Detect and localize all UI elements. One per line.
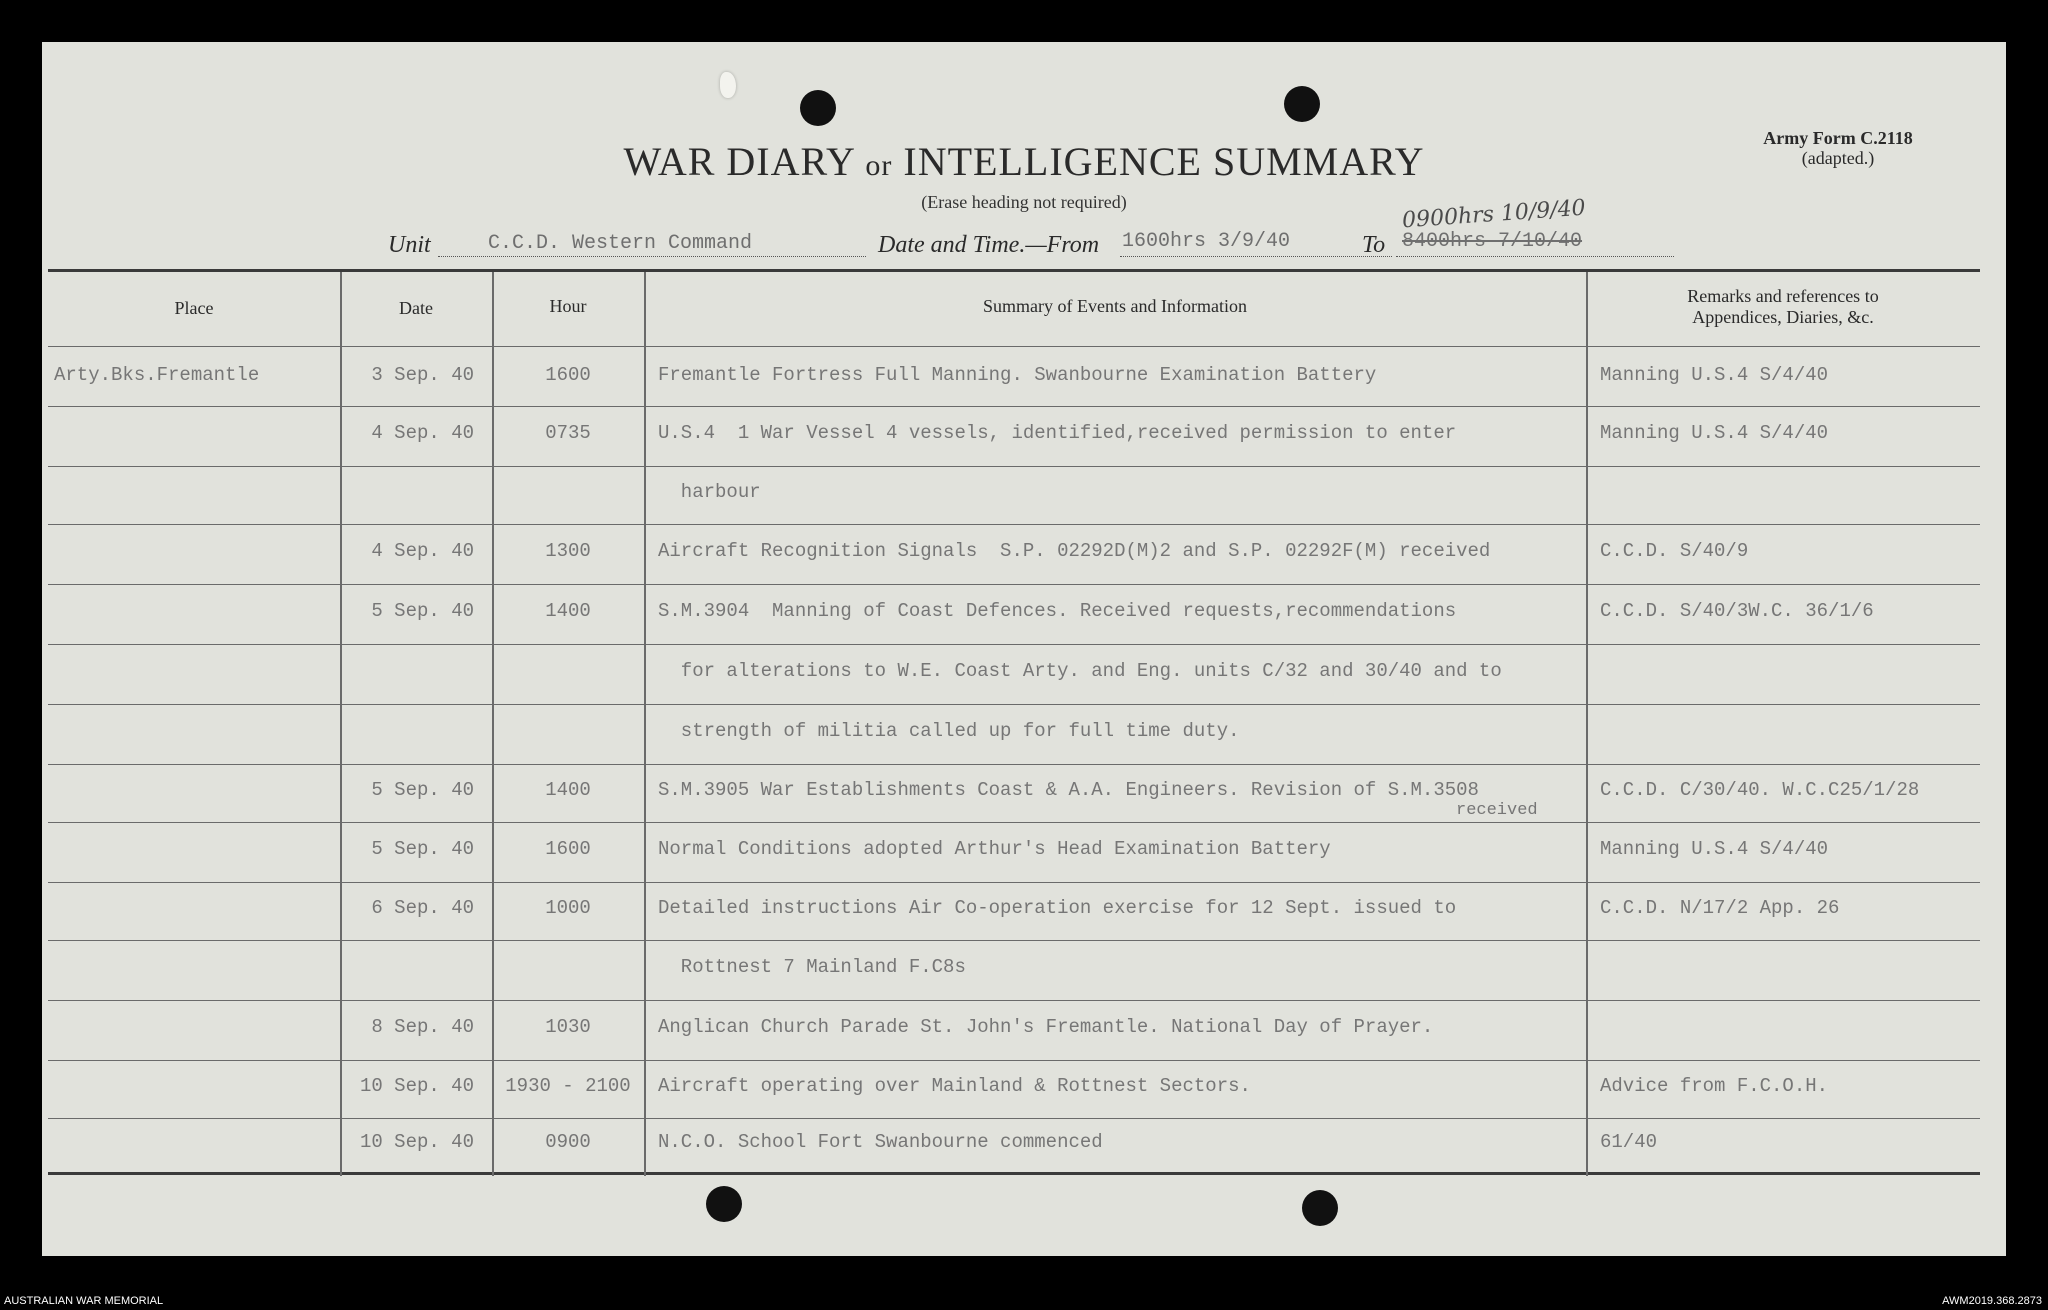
cell-summary: Anglican Church Parade St. John's Fremantle. National Day of Prayer. bbox=[658, 1016, 1434, 1038]
cell-remarks: C.C.D. S/40/3W.C. 36/1/6 bbox=[1600, 600, 1874, 622]
row-divider bbox=[48, 704, 1980, 705]
paper-tear-mark bbox=[720, 72, 736, 98]
header-bottom-border bbox=[48, 346, 1980, 347]
cell-remarks: Manning U.S.4 S/4/40 bbox=[1600, 422, 1829, 444]
army-form-number: Army Form C.2118 bbox=[1763, 128, 1913, 148]
to-value-handwritten: 0900hrs 10/9/40 bbox=[1401, 195, 1587, 234]
cell-hour: 1300 bbox=[545, 540, 591, 562]
cell-hour: 1400 bbox=[545, 600, 591, 622]
cell-summary: N.C.O. School Fort Swanbourne commenced bbox=[658, 1131, 1103, 1153]
cell-summary: Aircraft operating over Mainland & Rottnest Sectors. bbox=[658, 1075, 1251, 1097]
cell-date: 5 Sep. 40 bbox=[371, 779, 474, 801]
cell-summary: Rottnest 7 Mainland F.C8s bbox=[658, 956, 966, 978]
cell-date: 10 Sep. 40 bbox=[359, 1075, 474, 1097]
cell-summary: S.M.3905 War Establishments Coast & A.A. Engineers. Revision of S.M.3508 bbox=[658, 779, 1479, 801]
form-subtitle: (Erase heading not required) bbox=[921, 192, 1127, 212]
column-divider bbox=[1586, 272, 1588, 1176]
from-value: 1600hrs 3/9/40 bbox=[1122, 230, 1291, 253]
cell-summary: Detailed instructions Air Co-operation exercise for 12 Sept. issued to bbox=[658, 897, 1457, 919]
row-divider bbox=[48, 822, 1980, 823]
row-divider bbox=[48, 1060, 1980, 1061]
punch-hole bbox=[706, 1186, 742, 1222]
column-header-place: Place bbox=[174, 298, 214, 318]
unit-label: Unit bbox=[388, 232, 431, 258]
row-divider bbox=[48, 584, 1980, 585]
column-divider bbox=[340, 272, 342, 1176]
cell-hour: 1000 bbox=[545, 897, 591, 919]
row-divider bbox=[48, 1118, 1980, 1119]
cell-summary: Aircraft Recognition Signals S.P. 02292D(M)2 and S.P. 02292F(M) received bbox=[658, 540, 1491, 562]
cell-date: 10 Sep. 40 bbox=[359, 1131, 474, 1153]
column-divider bbox=[644, 272, 646, 1176]
column-header-remarks bbox=[1586, 286, 1980, 328]
cell-remarks: 61/40 bbox=[1600, 1131, 1658, 1153]
cell-remarks: C.C.D. N/17/2 App. 26 bbox=[1600, 897, 1840, 919]
to-value-struck: 8400hrs 7/10/40 bbox=[1402, 230, 1583, 253]
row-divider bbox=[48, 940, 1980, 941]
punch-hole bbox=[800, 90, 836, 126]
cell-date: 5 Sep. 40 bbox=[371, 600, 474, 622]
cell-remarks: C.C.D. S/40/9 bbox=[1600, 540, 1749, 562]
to-dotline bbox=[1396, 256, 1674, 257]
remarks-header-line2: Appendices, Diaries, &c. bbox=[1692, 307, 1874, 327]
remarks-header-line1: Remarks and references to bbox=[1687, 286, 1879, 306]
footer-accession: AWM2019.368.2873 bbox=[1942, 1295, 2042, 1307]
row-divider bbox=[48, 1000, 1980, 1001]
to-label: To bbox=[1362, 232, 1386, 258]
cell-hour: 1930 - 2100 bbox=[505, 1075, 631, 1097]
cell-hour: 1600 bbox=[545, 838, 591, 860]
row-divider bbox=[48, 644, 1980, 645]
cell-date: 6 Sep. 40 bbox=[371, 897, 474, 919]
punch-hole bbox=[1284, 86, 1320, 122]
cell-date: 4 Sep. 40 bbox=[371, 540, 474, 562]
cell-date: 8 Sep. 40 bbox=[371, 1016, 474, 1038]
cell-summary: strength of militia called up for full time duty. bbox=[658, 720, 1240, 742]
cell-hour: 1400 bbox=[545, 779, 591, 801]
from-dotline bbox=[1120, 256, 1392, 257]
cell-remarks: Manning U.S.4 S/4/40 bbox=[1600, 838, 1829, 860]
row-divider bbox=[48, 764, 1980, 765]
cell-remarks: C.C.D. C/30/40. W.C.C25/1/28 bbox=[1600, 779, 1920, 801]
cell-hour: 0735 bbox=[545, 422, 591, 444]
cell-date: 5 Sep. 40 bbox=[371, 838, 474, 860]
title-intelligence-summary: INTELLIGENCE SUMMARY bbox=[903, 139, 1425, 184]
column-divider bbox=[492, 272, 494, 1176]
row-divider bbox=[48, 406, 1980, 407]
diary-sheet bbox=[42, 42, 2006, 1256]
cell-place: Arty.Bks.Fremantle bbox=[54, 364, 260, 386]
row-divider bbox=[48, 524, 1980, 525]
column-header-date: Date bbox=[399, 298, 433, 318]
unit-value: C.C.D. Western Command bbox=[488, 232, 753, 255]
army-form-adapted: (adapted.) bbox=[1801, 148, 1875, 168]
column-header-summary: Summary of Events and Information bbox=[983, 296, 1247, 316]
column-header-hour: Hour bbox=[549, 296, 587, 316]
cell-summary: S.M.3904 Manning of Coast Defences. Received requests,recommendations bbox=[658, 600, 1457, 622]
row-divider bbox=[48, 466, 1980, 467]
army-form-label bbox=[1738, 128, 1938, 168]
cell-summary-extra: received bbox=[1456, 801, 1538, 820]
cell-hour: 1030 bbox=[545, 1016, 591, 1038]
punch-hole bbox=[1302, 1190, 1338, 1226]
cell-summary: for alterations to W.E. Coast Arty. and Eng. units C/32 and 30/40 and to bbox=[658, 660, 1502, 682]
form-title bbox=[42, 138, 2006, 185]
cell-hour: 1600 bbox=[545, 364, 591, 386]
unit-dotline bbox=[438, 256, 866, 257]
cell-remarks: Manning U.S.4 S/4/40 bbox=[1600, 364, 1829, 386]
cell-date: 3 Sep. 40 bbox=[371, 364, 474, 386]
date-time-label: Date and Time.—From bbox=[878, 232, 1100, 258]
footer-institution: AUSTRALIAN WAR MEMORIAL bbox=[4, 1295, 164, 1307]
cell-summary: harbour bbox=[658, 481, 761, 503]
cell-date: 4 Sep. 40 bbox=[371, 422, 474, 444]
cell-hour: 0900 bbox=[545, 1131, 591, 1153]
cell-summary: Normal Conditions adopted Arthur's Head Examination Battery bbox=[658, 838, 1331, 860]
title-or: or bbox=[865, 149, 893, 182]
row-divider bbox=[48, 882, 1980, 883]
table-bottom-border bbox=[48, 1172, 1980, 1175]
cell-summary: Fremantle Fortress Full Manning. Swanbourne Examination Battery bbox=[658, 364, 1377, 386]
cell-summary: U.S.4 1 War Vessel 4 vessels, identified,received permission to enter bbox=[658, 422, 1457, 444]
cell-remarks: Advice from F.C.O.H. bbox=[1600, 1075, 1829, 1097]
table-top-border bbox=[48, 269, 1980, 272]
title-war-diary: WAR DIARY bbox=[623, 139, 855, 184]
